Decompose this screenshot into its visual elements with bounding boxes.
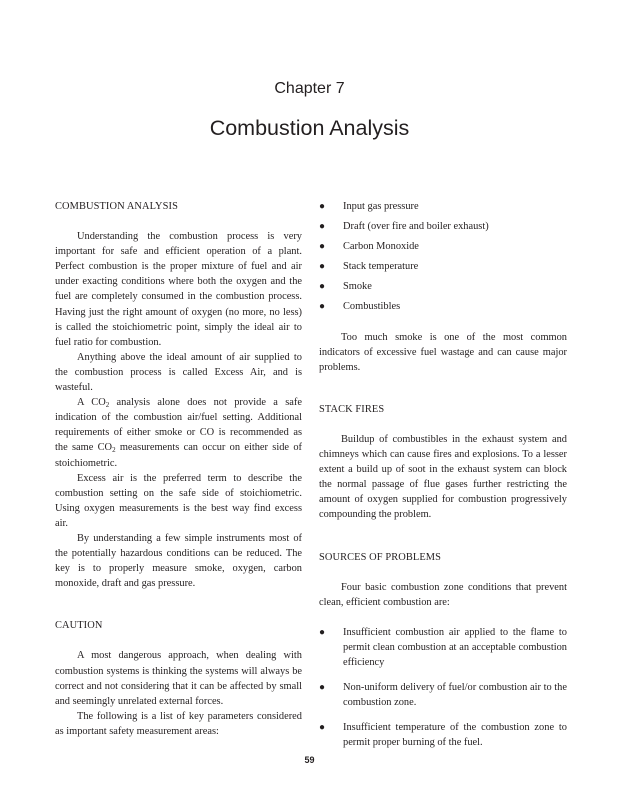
paragraph-dangerous-approach: A most dangerous approach, when dealing with combustion systems is thinking the systems will always be correct and not considering that it can be affected by small and seemingly unrelated external forces. bbox=[55, 650, 302, 707]
page-number: 59 bbox=[304, 755, 315, 765]
section-heading-caution: CAUTION bbox=[55, 620, 103, 632]
bullet-icon: ● bbox=[319, 301, 326, 313]
section-heading-stack-fires: STACK FIRES bbox=[319, 403, 385, 415]
co2-text-b: analysis alone does not provide a safe indication of the combustion air/fuel setting. Additional requirements of either smoke or CO is recommended as the same CO bbox=[55, 397, 302, 454]
right-column bbox=[319, 199, 567, 760]
co2-text-a: A CO bbox=[77, 397, 106, 409]
paragraph-instruments: By understanding a few simple instruments most of the potentially hazardous conditions can be reduced. The key is to properly measure smoke, oxygen, carbon monoxide, draft and gas pressure. bbox=[55, 532, 302, 590]
paragraph-too-much-smoke: Too much smoke is one of the most common indicators of excessive fuel wastage and can cause major problems. bbox=[319, 331, 567, 373]
co2-subscript-2: 2 bbox=[112, 446, 116, 455]
safety-parameter-list bbox=[319, 199, 567, 315]
list-item: ● Insufficient combustion air applied to the flame to permit clean combustion at an acceptable combustion efficiency bbox=[319, 626, 567, 668]
list-item: ● Smoke bbox=[319, 279, 567, 294]
bullet-icon: ● bbox=[319, 241, 326, 253]
list-item: ● Carbon Monoxide bbox=[319, 239, 567, 254]
bullet-icon: ● bbox=[319, 722, 326, 734]
bullet-icon: ● bbox=[319, 221, 326, 233]
paragraph-excess-air: Anything above the ideal amount of air supplied to the combustion process is called Excess Air, and is wasteful. bbox=[55, 351, 302, 394]
bullet-icon: ● bbox=[319, 201, 326, 212]
bullet-icon: ● bbox=[319, 682, 326, 694]
paragraph-co2-analysis bbox=[55, 395, 302, 470]
list-item: ● Combustibles bbox=[319, 299, 567, 314]
chapter-title: Combustion Analysis bbox=[209, 116, 410, 140]
co2-subscript: 2 bbox=[105, 401, 110, 410]
list-item: ● Stack temperature bbox=[319, 259, 567, 274]
list-item: ● Insufficient temperature of the combustion zone to permit proper burning of the fuel. bbox=[319, 722, 567, 749]
list-item: ● Non-uniform delivery of fuel/or combustion air to the combustion zone. bbox=[319, 682, 567, 709]
paragraph-understanding: Understanding the combustion process is very important for safe and efficient operation of a plant. Perfect combustion is the proper mixture of fuel and air under exacting conditions where both the oxygen and the fuel are completely consumed in the combustion process. Having just the right amount of oxygen (no more, no less) is called the stoichiometric point, simply the ideal air to fuel ratio for combustion. bbox=[55, 231, 302, 348]
bullet-icon: ● bbox=[319, 261, 326, 273]
problem-conditions-list bbox=[319, 625, 567, 751]
section-heading-sources-of-problems: SOURCES OF PROBLEMS bbox=[319, 551, 442, 563]
chapter-label: Chapter 7 bbox=[274, 80, 345, 97]
section-heading-combustion-analysis: COMBUSTION ANALYSIS bbox=[55, 201, 178, 212]
list-item: ● Input gas pressure bbox=[319, 199, 567, 214]
left-column bbox=[55, 199, 302, 739]
co2-text-c: measurements can occur on either side of stoichiometric. bbox=[55, 442, 302, 469]
paragraph-key-parameters: The following is a list of key parameters considered as important safety measurement areas: bbox=[55, 710, 302, 737]
paragraph-preferred-term: Excess air is the preferred term to describe the combustion setting on the safe side of stoichiometric. Using oxygen measurements is the best way find excess air. bbox=[55, 472, 302, 529]
paragraph-four-conditions: Four basic combustion zone conditions that prevent clean, efficient combustion are: bbox=[319, 581, 567, 608]
paragraph-buildup: Buildup of combustibles in the exhaust system and chimneys which can cause fires and explosions. To a lesser extent a build up of soot in the exhaust system can block the normal passage of flue gases further restricting the amount of oxygen supplied for combustion progressively compounding the problem. bbox=[319, 433, 567, 521]
bullet-icon: ● bbox=[319, 281, 326, 293]
list-item: ● Draft (over fire and boiler exhaust) bbox=[319, 219, 567, 234]
bullet-icon: ● bbox=[319, 626, 326, 638]
